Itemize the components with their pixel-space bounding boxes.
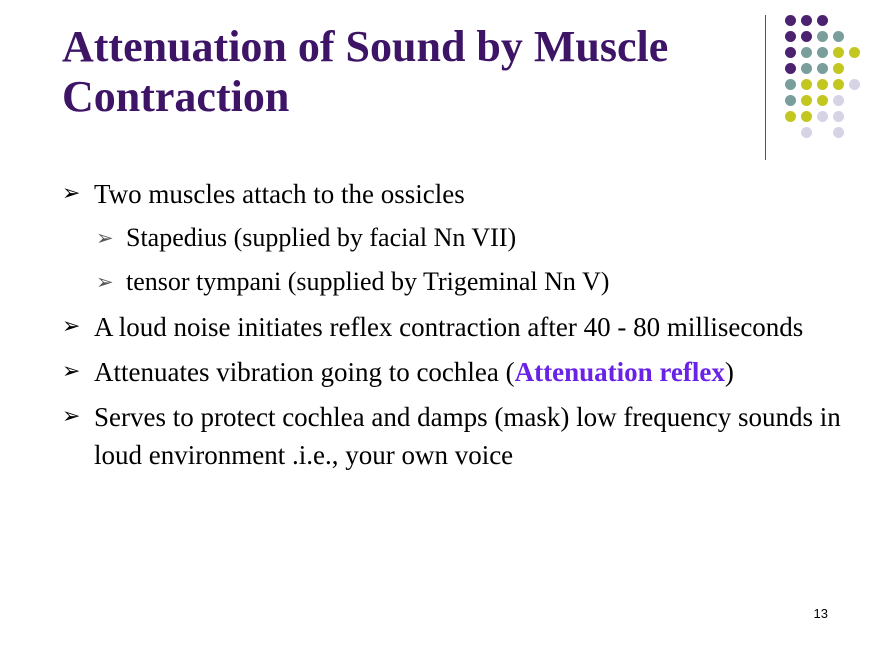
highlighted-term: Attenuation reflex xyxy=(514,357,725,387)
arrowhead-bullet-icon: ➢ xyxy=(96,226,114,250)
decorative-dot xyxy=(833,111,844,122)
bullet-text: tensor tympani (supplied by Trigeminal Nn V) xyxy=(126,267,610,296)
decorative-dot xyxy=(849,47,860,58)
decorative-dot xyxy=(801,31,812,42)
decorative-dot xyxy=(817,79,828,90)
decorative-dot xyxy=(801,95,812,106)
decorative-dot xyxy=(801,79,812,90)
bullet-item xyxy=(62,175,842,213)
decorative-dot xyxy=(785,95,796,106)
decorative-dot xyxy=(833,95,844,106)
decorative-dot xyxy=(801,47,812,58)
decorative-dot xyxy=(817,15,828,26)
decorative-dot xyxy=(801,111,812,122)
decorative-dot xyxy=(817,63,828,74)
decorative-dot xyxy=(833,63,844,74)
decorative-dot xyxy=(849,79,860,90)
decorative-dot xyxy=(785,63,796,74)
bullet-text: Two muscles attach to the ossicles xyxy=(94,179,465,209)
decorative-dot xyxy=(785,15,796,26)
decorative-dot xyxy=(785,111,796,122)
bullet-text: A loud noise initiates reflex contraction after 40 - 80 milliseconds xyxy=(94,312,804,342)
decorative-dot xyxy=(817,111,828,122)
arrowhead-bullet-icon: ➢ xyxy=(62,181,81,206)
bullet-item xyxy=(62,308,842,346)
decorative-dot xyxy=(785,31,796,42)
bullet-item xyxy=(62,398,842,474)
bullet-text: Stapedius (supplied by facial Nn VII) xyxy=(126,223,517,252)
decorative-dot xyxy=(833,127,844,138)
arrowhead-bullet-icon: ➢ xyxy=(62,404,81,429)
decorative-dot xyxy=(785,79,796,90)
decorative-dot xyxy=(833,79,844,90)
slide-title: Attenuation of Sound by Muscle Contraction xyxy=(62,22,669,121)
arrowhead-bullet-icon: ➢ xyxy=(96,270,114,294)
decorative-dot xyxy=(801,15,812,26)
decorative-dot xyxy=(817,95,828,106)
sub-bullet-item xyxy=(96,264,842,300)
decorative-dot xyxy=(785,47,796,58)
arrowhead-bullet-icon: ➢ xyxy=(62,359,81,384)
decorative-dot xyxy=(817,31,828,42)
bullet-text-before: Attenuates vibration going to cochlea ( xyxy=(94,357,515,387)
decorative-dot xyxy=(833,47,844,58)
bullet-list xyxy=(62,175,842,481)
bullet-text-after: ) xyxy=(724,357,734,387)
decorative-dot xyxy=(833,31,844,42)
decorative-dot-grid xyxy=(0,0,880,160)
arrowhead-bullet-icon: ➢ xyxy=(62,314,81,339)
bullet-text: Serves to protect cochlea and damps (mask) low frequency sounds in loud environment .i.e., your own voice xyxy=(94,402,841,470)
decorative-dot xyxy=(801,63,812,74)
decorative-dot xyxy=(801,127,812,138)
bullet-item xyxy=(62,353,842,391)
sub-bullet-item xyxy=(96,220,842,256)
decorative-dot xyxy=(817,47,828,58)
page-number: 13 xyxy=(813,606,828,621)
